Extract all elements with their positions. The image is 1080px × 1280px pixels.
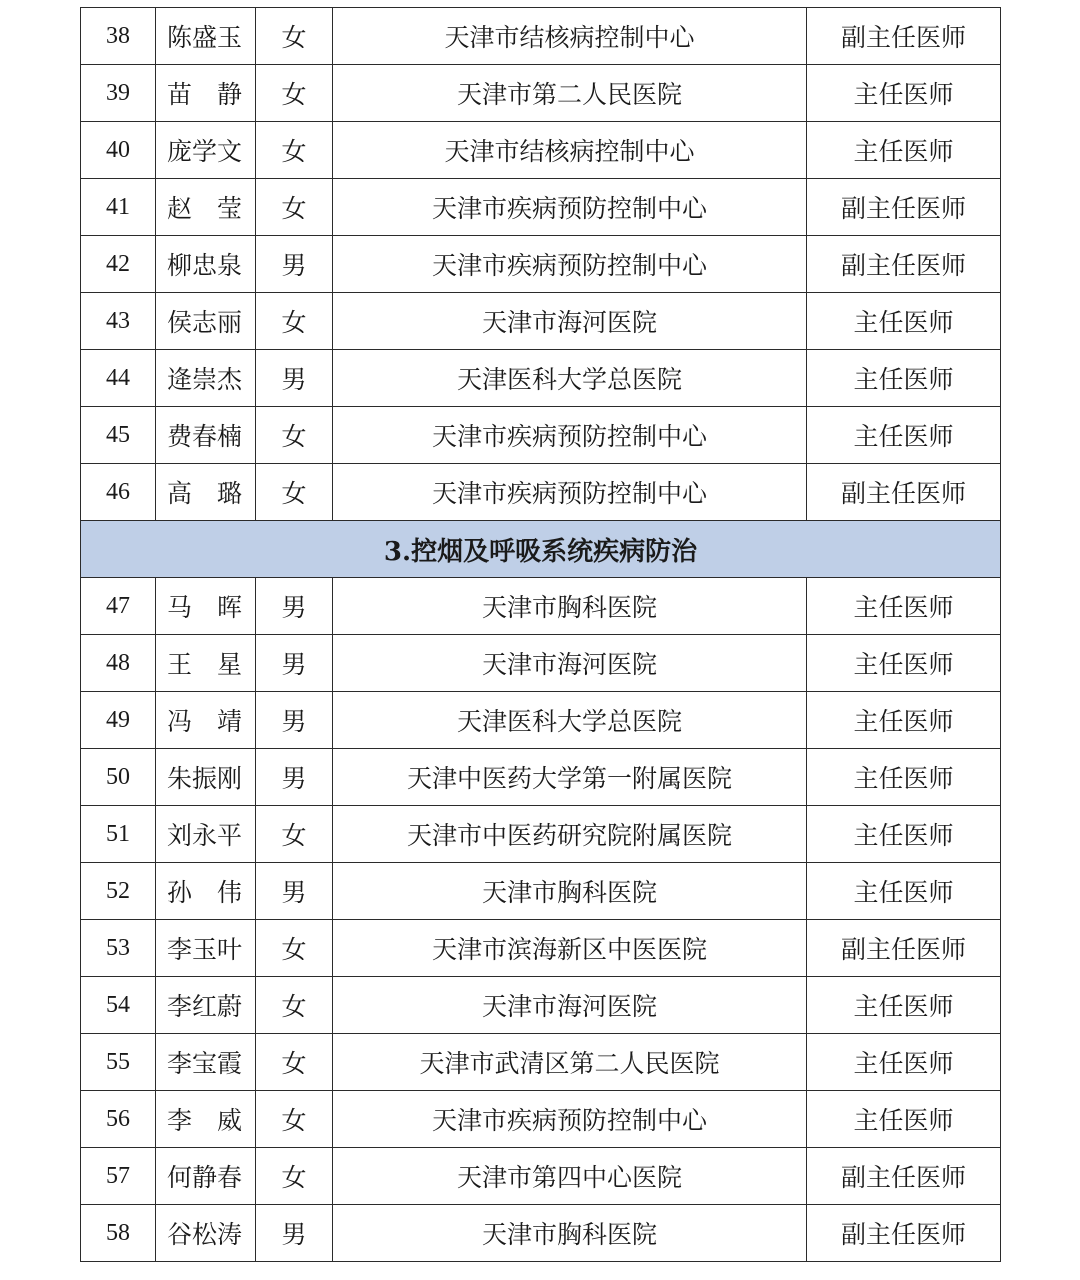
row-number: 49 bbox=[81, 692, 156, 749]
row-number: 52 bbox=[81, 863, 156, 920]
professional-title: 副主任医师 bbox=[807, 236, 1001, 293]
work-unit: 天津市结核病控制中心 bbox=[333, 122, 807, 179]
row-number: 51 bbox=[81, 806, 156, 863]
person-name: 王 星 bbox=[156, 635, 256, 692]
work-unit: 天津市海河医院 bbox=[333, 977, 807, 1034]
gender: 男 bbox=[256, 1205, 333, 1262]
row-number: 58 bbox=[81, 1205, 156, 1262]
gender: 女 bbox=[256, 1034, 333, 1091]
person-name: 冯 靖 bbox=[156, 692, 256, 749]
row-number: 48 bbox=[81, 635, 156, 692]
gender: 男 bbox=[256, 635, 333, 692]
table-row bbox=[81, 749, 1001, 806]
gender: 女 bbox=[256, 1091, 333, 1148]
table-row bbox=[81, 806, 1001, 863]
gender: 女 bbox=[256, 464, 333, 521]
table-row bbox=[81, 635, 1001, 692]
professional-title: 主任医师 bbox=[807, 65, 1001, 122]
row-number: 39 bbox=[81, 65, 156, 122]
row-number: 40 bbox=[81, 122, 156, 179]
table-row bbox=[81, 1034, 1001, 1091]
professional-title: 主任医师 bbox=[807, 977, 1001, 1034]
person-name: 李宝霞 bbox=[156, 1034, 256, 1091]
table-row bbox=[81, 179, 1001, 236]
table-row bbox=[81, 236, 1001, 293]
person-name: 何静春 bbox=[156, 1148, 256, 1205]
table-row bbox=[81, 350, 1001, 407]
gender: 女 bbox=[256, 293, 333, 350]
person-name: 谷松涛 bbox=[156, 1205, 256, 1262]
gender: 男 bbox=[256, 749, 333, 806]
gender: 女 bbox=[256, 122, 333, 179]
staff-table bbox=[80, 7, 1001, 1262]
work-unit: 天津医科大学总医院 bbox=[333, 692, 807, 749]
professional-title: 副主任医师 bbox=[807, 1148, 1001, 1205]
professional-title: 主任医师 bbox=[807, 578, 1001, 635]
person-name: 李红蔚 bbox=[156, 977, 256, 1034]
work-unit: 天津中医药大学第一附属医院 bbox=[333, 749, 807, 806]
row-number: 42 bbox=[81, 236, 156, 293]
work-unit: 天津市疾病预防控制中心 bbox=[333, 179, 807, 236]
professional-title: 副主任医师 bbox=[807, 179, 1001, 236]
gender: 女 bbox=[256, 65, 333, 122]
professional-title: 副主任医师 bbox=[807, 464, 1001, 521]
person-name: 李玉叶 bbox=[156, 920, 256, 977]
row-number: 43 bbox=[81, 293, 156, 350]
professional-title: 主任医师 bbox=[807, 806, 1001, 863]
professional-title: 主任医师 bbox=[807, 1034, 1001, 1091]
professional-title: 副主任医师 bbox=[807, 8, 1001, 65]
work-unit: 天津市结核病控制中心 bbox=[333, 8, 807, 65]
work-unit: 天津市滨海新区中医医院 bbox=[333, 920, 807, 977]
table-row bbox=[81, 977, 1001, 1034]
row-number: 41 bbox=[81, 179, 156, 236]
table-row bbox=[81, 1205, 1001, 1262]
work-unit: 天津市胸科医院 bbox=[333, 1205, 807, 1262]
gender: 男 bbox=[256, 578, 333, 635]
gender: 男 bbox=[256, 350, 333, 407]
row-number: 54 bbox=[81, 977, 156, 1034]
row-number: 47 bbox=[81, 578, 156, 635]
table-row bbox=[81, 578, 1001, 635]
table-row bbox=[81, 293, 1001, 350]
table-row bbox=[81, 1091, 1001, 1148]
table-row bbox=[81, 122, 1001, 179]
professional-title: 主任医师 bbox=[807, 1091, 1001, 1148]
table-row bbox=[81, 8, 1001, 65]
row-number: 50 bbox=[81, 749, 156, 806]
row-number: 57 bbox=[81, 1148, 156, 1205]
work-unit: 天津市武清区第二人民医院 bbox=[333, 1034, 807, 1091]
gender: 女 bbox=[256, 1148, 333, 1205]
work-unit: 天津市疾病预防控制中心 bbox=[333, 1091, 807, 1148]
person-name: 朱振刚 bbox=[156, 749, 256, 806]
section-header-row bbox=[81, 521, 1001, 578]
person-name: 刘永平 bbox=[156, 806, 256, 863]
work-unit: 天津市疾病预防控制中心 bbox=[333, 464, 807, 521]
professional-title: 副主任医师 bbox=[807, 1205, 1001, 1262]
gender: 女 bbox=[256, 806, 333, 863]
professional-title: 副主任医师 bbox=[807, 920, 1001, 977]
work-unit: 天津市海河医院 bbox=[333, 635, 807, 692]
professional-title: 主任医师 bbox=[807, 293, 1001, 350]
person-name: 马 晖 bbox=[156, 578, 256, 635]
row-number: 56 bbox=[81, 1091, 156, 1148]
professional-title: 主任医师 bbox=[807, 863, 1001, 920]
professional-title: 主任医师 bbox=[807, 122, 1001, 179]
person-name: 费春楠 bbox=[156, 407, 256, 464]
work-unit: 天津市胸科医院 bbox=[333, 863, 807, 920]
row-number: 46 bbox=[81, 464, 156, 521]
gender: 男 bbox=[256, 692, 333, 749]
work-unit: 天津市第二人民医院 bbox=[333, 65, 807, 122]
row-number: 44 bbox=[81, 350, 156, 407]
person-name: 陈盛玉 bbox=[156, 8, 256, 65]
person-name: 苗 静 bbox=[156, 65, 256, 122]
professional-title: 主任医师 bbox=[807, 407, 1001, 464]
work-unit: 天津市第四中心医院 bbox=[333, 1148, 807, 1205]
work-unit: 天津市疾病预防控制中心 bbox=[333, 236, 807, 293]
gender: 女 bbox=[256, 977, 333, 1034]
row-number: 38 bbox=[81, 8, 156, 65]
professional-title: 主任医师 bbox=[807, 635, 1001, 692]
person-name: 孙 伟 bbox=[156, 863, 256, 920]
work-unit: 天津市胸科医院 bbox=[333, 578, 807, 635]
table-row bbox=[81, 863, 1001, 920]
gender: 女 bbox=[256, 179, 333, 236]
person-name: 高 璐 bbox=[156, 464, 256, 521]
gender: 女 bbox=[256, 920, 333, 977]
work-unit: 天津市海河医院 bbox=[333, 293, 807, 350]
person-name: 庞学文 bbox=[156, 122, 256, 179]
table-row bbox=[81, 1148, 1001, 1205]
professional-title: 主任医师 bbox=[807, 692, 1001, 749]
person-name: 逄崇杰 bbox=[156, 350, 256, 407]
work-unit: 天津市中医药研究院附属医院 bbox=[333, 806, 807, 863]
table-row bbox=[81, 65, 1001, 122]
professional-title: 主任医师 bbox=[807, 350, 1001, 407]
person-name: 侯志丽 bbox=[156, 293, 256, 350]
work-unit: 天津市疾病预防控制中心 bbox=[333, 407, 807, 464]
gender: 男 bbox=[256, 863, 333, 920]
table-row bbox=[81, 692, 1001, 749]
table-row bbox=[81, 464, 1001, 521]
work-unit: 天津医科大学总医院 bbox=[333, 350, 807, 407]
table-body-top bbox=[81, 8, 1001, 1262]
table-row bbox=[81, 407, 1001, 464]
gender: 女 bbox=[256, 407, 333, 464]
gender: 男 bbox=[256, 236, 333, 293]
table-row bbox=[81, 920, 1001, 977]
row-number: 55 bbox=[81, 1034, 156, 1091]
person-name: 赵 莹 bbox=[156, 179, 256, 236]
person-name: 李 威 bbox=[156, 1091, 256, 1148]
professional-title: 主任医师 bbox=[807, 749, 1001, 806]
row-number: 53 bbox=[81, 920, 156, 977]
section-title: 3.控烟及呼吸系统疾病防治 bbox=[81, 521, 1001, 578]
gender: 女 bbox=[256, 8, 333, 65]
person-name: 柳忠泉 bbox=[156, 236, 256, 293]
row-number: 45 bbox=[81, 407, 156, 464]
